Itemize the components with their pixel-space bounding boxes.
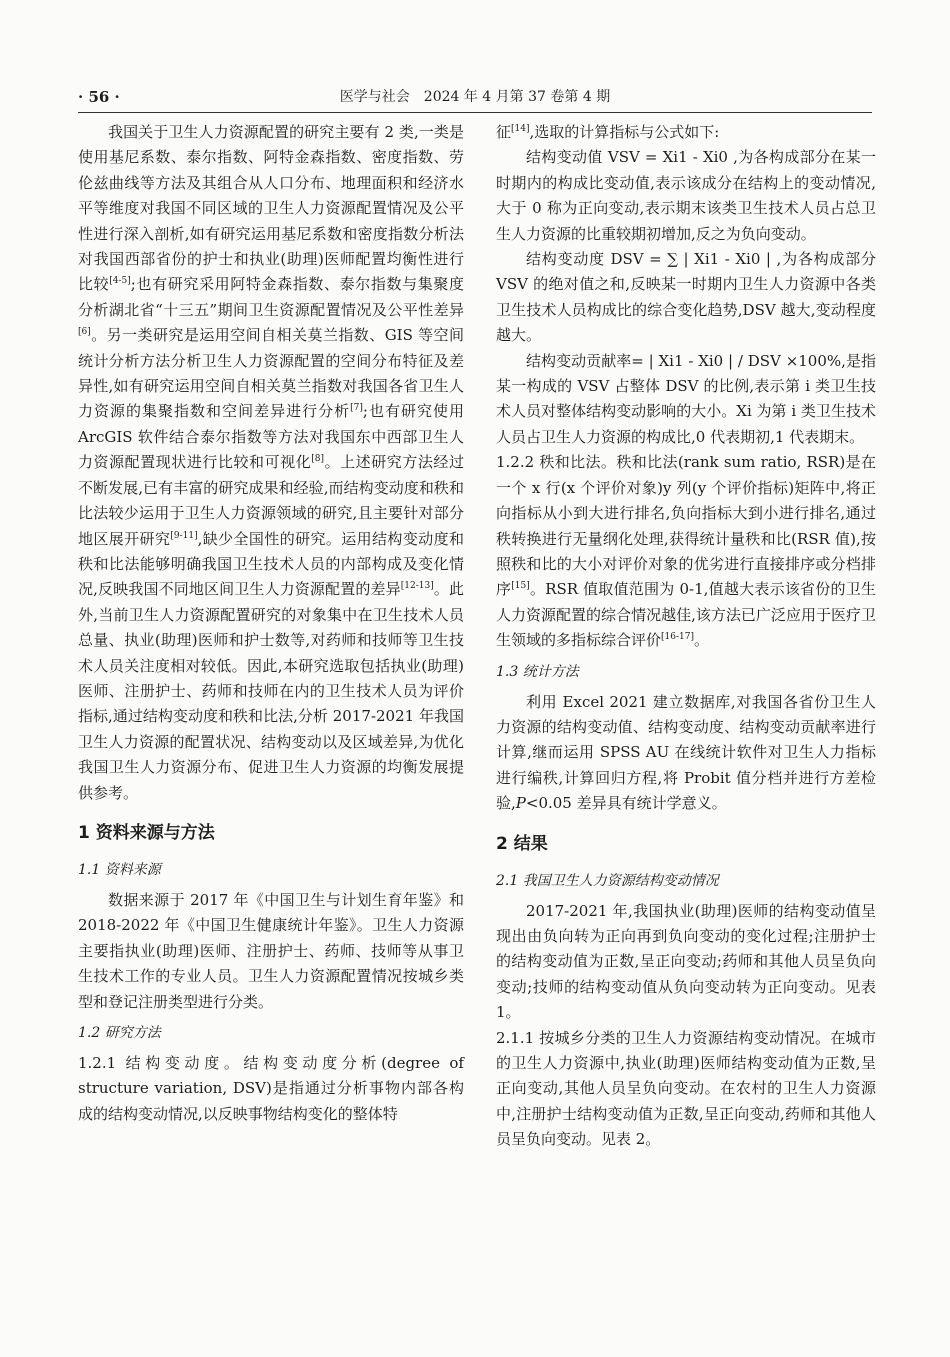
right-column [496, 120, 876, 1153]
citation: [12-13] [400, 581, 434, 592]
dsv-method-paragraph: 1.2.1 结构变动度。结构变动度分析(degree of structure variation, DSV)是指通过分析事物内部各构成的结构变动情况,以反映事物结构变化的整体特 [78, 1054, 464, 1123]
dsv-formula-paragraph: 结构变动度 DSV = ∑ | Xi1 - Xi0 | ,为各构成部分 VSV 的绝对值之和,反映某一时期内卫生人力资源中各类卫生技术人员构成比的综合变化趋势,DSV 越大,变动程度越大。 [496, 250, 876, 345]
continued-paragraph: 征[14],选取的计算指标与公式如下: [496, 123, 720, 141]
citation: [9-11] [170, 530, 198, 541]
subsection-heading-data-source: 1.1 资料来源 [78, 861, 161, 878]
contribution-rate-paragraph: 结构变动贡献率= | Xi1 - Xi0 | / DSV ×100%,是指某一构成的 VSV 占整体 DSV 的比例,表示第 i 类卫生技术人员对整体结构变动影响的大小。Xi 为第 i 类卫生技术人员占卫生人力资源的构成比,0 代表期初,1 代表期末。 [496, 351, 876, 446]
section-heading-methods: 1 资料来源与方法 [78, 822, 215, 843]
data-source-paragraph: 数据来源于 2017 年《中国卫生与计划生育年鉴》和 2018-2022 年《中国卫生健康统计年鉴》。卫生人力资源主要指执业(助理)医师、注册护士、药师、技师等从事卫生技术工作的专业人员。卫生人力资源配置情况按城乡类型和登记注册类型进行分类。 [78, 890, 464, 1011]
subsection-heading-statistics: 1.3 统计方法 [496, 663, 579, 680]
running-header [78, 86, 872, 110]
statistics-paragraph: 利用 Excel 2021 建立数据库,对我国各省份卫生人力资源的结构变动值、结构变动度、结构变动贡献率进行计算,继而运用 SPSS AU 在线统计软件对卫生人力指标进行编秩,计算回归方程,将 Probit 值分档并进行方差检验,P<0.05 差异具有统计学意义。 [496, 692, 876, 813]
results-paragraph: 2017-2021 年,我国执业(助理)医师的结构变动值呈现出由负向转为正向再到负向变动的变化过程;注册护士的结构变动值为正数,呈正向变动;药师和其他人员呈负向变动;技师的结构变动值从负向变动转为正向变动。见表 1。 [496, 901, 876, 1022]
left-column [78, 120, 464, 1127]
subsection-heading-structure-change: 2.1 我国卫生人力资源结构变动情况 [496, 872, 719, 889]
intro-paragraph: 我国关于卫生人力资源配置的研究主要有 2 类,一类是使用基尼系数、泰尔指数、阿特金森指数、密度指数、劳伦兹曲线等方法及其组合从人口分布、地理面积和经济水平等维度对我国不同区域的卫生人力资源配置情况及公平性进行深入剖析,如有研究运用基尼系数和密度指数分析法对我国西部省份的护士和执业(助理)医师配置均衡性进行比较[4-5];也有研究采用阿特金森指数、泰尔指数与集聚度分析湖北省“十三五”期间卫生资源配置情况及公平性差异[6]。另一类研究是运用空间自相关莫兰指数、GIS 等空间统计分析方法分析卫生人力资源配置的空间分布特征及差异性,如有研究运用空间自相关莫兰指数对我国各省卫生人力资源的集聚指数和空间差异进行分析[7];也有研究使用 ArcGIS 软件结合泰尔指数等方法对我国东中西部卫生人力资源配置现状进行比较和可视化[8]。上述研究方法经过不断发展,已有丰富的研究成果和经验,而结构变动度和秩和比法较少运用于卫生人力资源领域的研究,且主要针对部分地区展开研究[9-11],缺少全国性的研究。运用结构变动度和秩和比法能够明确我国卫生技术人员的内部构成及变化情况,反映我国不同地区间卫生人力资源配置的差异[12-13]。此外,当前卫生人力资源配置研究的对象集中在卫生技术人员总量、执业(助理)医师和护士数等,对药师和技师等卫生技术人员关注度相对较低。因此,本研究选取包括执业(助理)医师、注册护士、药师和技师在内的卫生技术人员为评价指标,通过结构变动度和秩和比法,分析 2017-2021 年我国卫生人力资源的配置状况、结构变动以及区域差异,为优化我国卫生人力资源分布、促进卫生人力资源的均衡发展提供参考。 [78, 123, 464, 802]
page-number: · 56 · [78, 88, 120, 106]
urban-rural-paragraph: 2.1.1 按城乡分类的卫生人力资源结构变动情况。在城市的卫生人力资源中,执业(助理)医师结构变动值为正数,呈正向变动,其他人员呈负向变动。在农村的卫生人力资源中,注册护士结构变动值为正数,呈正向变动,药师和其他人员呈负向变动。见表 2。 [496, 1028, 876, 1149]
subsection-heading-methods: 1.2 研究方法 [78, 1025, 161, 1041]
citation: [6] [78, 327, 91, 338]
journal-title: 医学与社会 2024 年 4 月第 37 卷第 4 期 [339, 89, 611, 105]
citation: [4-5] [109, 276, 131, 287]
rsr-method-paragraph: 1.2.2 秩和比法。秩和比法(rank sum ratio, RSR)是在一个 x 行(x 个评价对象)y 列(y 个评价指标)矩阵中,将正向指标从小到大进行排名,负向指标大到小进行排名,通过秩转换进行无量纲化处理,获得统计量秩和比(RSR 值),按照秩和比的大小对评价对象的优劣进行直接排序或分档排序[15]。RSR 值取值范围为 0-1,值越大表示该省份的卫生人力资源配置的综合情况越佳,该方法已广泛应用于医疗卫生领域的多指标综合评价[16-17]。 [496, 453, 876, 650]
citation: [8] [311, 454, 325, 465]
header-rule [78, 112, 872, 113]
citation: [7] [350, 403, 363, 414]
citation: [16-17] [661, 632, 694, 643]
vsv-formula-paragraph: 结构变动值 VSV = Xi1 - Xi0 ,为各构成部分在某一时期内的构成比变动值,表示该成分在结构上的变动情况,大于 0 称为正向变动,表示期末该类卫生技术人员占总卫生人力资源的比重较期初增加,反之为负向变动。 [496, 148, 876, 243]
citation: [14] [511, 124, 530, 134]
section-heading-results: 2 结果 [496, 833, 548, 854]
citation: [15] [511, 581, 530, 592]
